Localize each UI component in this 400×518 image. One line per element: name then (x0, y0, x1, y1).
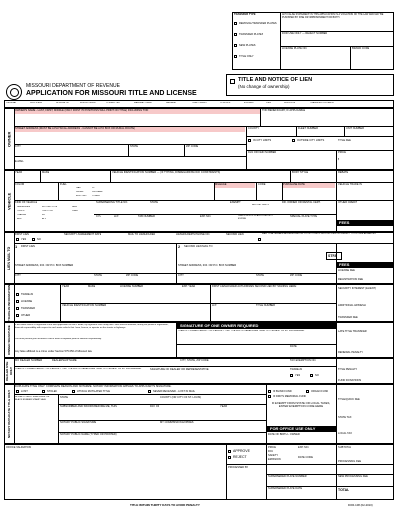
county-label: COUNTY (248, 127, 259, 130)
reason-mutilated-label: ATTACH MUTILATED TITLE (77, 390, 110, 393)
vehicle-year-label: YEAR (15, 171, 23, 174)
stfa-label: STFA (328, 254, 337, 258)
form-number: DOR-108 (02-2010) (348, 504, 373, 507)
zip-code-label: ZIP CODE (186, 145, 199, 148)
check-salvage[interactable]: SALVAGE (166, 102, 176, 104)
organ-fund-checkbox[interactable] (306, 390, 309, 393)
superseding-state-label: STATE (150, 201, 158, 204)
security-agreement-date-label: SECURITY AGREEMENT DATE (64, 233, 102, 236)
reason-never-received-label: NEVER RECEIVED - LOST IN MAIL (153, 390, 196, 393)
first-lien-state-label: STATE (94, 274, 102, 277)
vehicle-zone-label: EXEMPT (230, 201, 241, 204)
fund-donations-label: FUND DONATIONS (338, 379, 362, 382)
check-expired[interactable]: EXPIRED (244, 102, 254, 104)
kind-tricycle[interactable]: TRICYCLE (42, 210, 53, 212)
body-style-label: BODY STYLE (292, 171, 309, 174)
notary-name-label: NOTARY PUBLIC NAME (TYPED OR PRINTED) (60, 433, 117, 436)
fuel-electric[interactable]: ELECTRIC (76, 195, 87, 197)
new-plates-checkbox[interactable] (234, 44, 237, 47)
second-lien-label: SECOND LIEN (226, 233, 244, 236)
false-affidavit-text: Any false affidavit is a crime under Section 575.050 of Missouri law. (15, 350, 93, 353)
vehicle-fees-band: FEES (337, 220, 394, 226)
second-lien-zip-label: ZIP CODE (290, 274, 303, 277)
trade-other-checkbox[interactable] (16, 314, 19, 317)
removal-transfer-checkbox[interactable] (234, 22, 237, 25)
owner-signature-date-label: DATE (290, 345, 297, 348)
notary-commission-label: MY COMMISSION EXPIRES (160, 421, 194, 424)
in-city-limits-checkbox[interactable] (248, 139, 251, 142)
kind-trailer[interactable]: TRAILER (17, 214, 27, 216)
check-control[interactable]: CONTROL (220, 102, 231, 104)
check-modify[interactable]: MODIFY/ISSUE (80, 102, 96, 104)
unit-number-label: UNIT NUMBER (346, 127, 364, 130)
superseded-plate-date-label: SUPERSEDED PLATE DATE (268, 487, 303, 490)
trade-license-label: LICENSE (21, 300, 33, 303)
removal-transfer-label: REMOVAL/TRANSFER PLATES (239, 22, 277, 25)
fuel-label: FUEL (60, 183, 67, 186)
dealer-signature-label: SIGNATURE OF DEALER OR REPRESENTATIVE (150, 368, 209, 371)
dealership-name-label: DEALERSHIP NAME (52, 359, 77, 362)
false-statement-warning: ANY FALSE STATEMENT IN THIS APPLICATION IS A VIOLATION OF THE LAW AND MAY BE PUNISHED BY FINE OR IMPRISONMENT OR BOTH. (282, 13, 384, 19)
kind-bus[interactable]: BUS (17, 218, 22, 220)
beyond-limits-label[interactable]: BEYOND LIMITS (252, 204, 269, 206)
second-lien-mail-label: SECOND LIEN MAIL TO (184, 245, 213, 248)
registration-fee-label: REGISTRATION FEE (338, 278, 364, 281)
title-only-label: TITLE ONLY (239, 55, 254, 58)
exemption-code-text: IF EXEMPT FROM STATE OR LOCAL TAXES, ENTER EXEMPTION CODE HERE (271, 402, 331, 409)
first-lien-label: FIRST LIEN (15, 233, 29, 236)
check-survivor[interactable]: SURVIVOR (284, 102, 296, 104)
check-nonuse[interactable]: NONUSE OF (56, 102, 70, 104)
notary-county-label: COUNTY (OR CITY OF ST. LOUIS) (160, 396, 202, 399)
notary-year-label: YEAR (220, 405, 228, 408)
vehicle-side-label: VEHICLE (6, 192, 12, 210)
outside-city-limits-checkbox[interactable] (292, 139, 295, 142)
rebate-label: REBATE (338, 171, 349, 174)
first-lien-zip-label: ZIP CODE (126, 274, 139, 277)
trade-vin-label: VEHICLE IDENTIFICATION NUMBER (62, 304, 107, 307)
trade-license-number-label: LICENSE NUMBER (120, 285, 144, 288)
price-label: PRICE (338, 151, 346, 154)
notary-day-of-label: DAY OF (150, 405, 160, 408)
title-penalty-label: TITLE PENALTY (338, 368, 358, 371)
reason-lost-label: LOST (21, 390, 28, 393)
transfer-plates-label: TRANSFER PLATES (239, 33, 264, 36)
blind-fund-label: IF BLIND FUND (273, 390, 292, 393)
first-lien-street-label: STREET ADDRESS, R.R. OR P.O. BOX NUMBER (15, 264, 74, 267)
dealer-city-state-zip-label: CITY, STATE, ZIP CODE (180, 359, 209, 362)
second-lien-city-label: CITY (178, 274, 184, 277)
dealer-trade-no-checkbox[interactable] (310, 374, 313, 377)
owner-signature-side-label: OWNER SIGNATURE (7, 325, 11, 355)
vehicle-used[interactable]: USED (72, 210, 79, 212)
vin-label: VEHICLE IDENTIFICATION NUMBER — (IF TYPING, DISREGARD BLOCK CONSTRAINTS) (112, 171, 221, 174)
tax-exemption-label: TAX EXEMPTION NO. (290, 359, 317, 362)
mileage-label: MILEAGE (215, 183, 255, 188)
title-fee-label: TITLE FEE (338, 139, 351, 142)
trade-hp-label: H.P. (212, 304, 217, 307)
first-lien-number: 1 (15, 244, 18, 249)
in-city-limits-label: IN CITY LIMITS (253, 139, 272, 142)
dealer-certify-text: I CERTIFY UNDER PENALTY OF PERJURY THAT THE FACTS HEREIN ARE TRUE TO THE BEST OF MY KNOWLEDGE. (15, 368, 142, 370)
security-interest-label: SECURITY INTEREST (ELIENT) (338, 287, 377, 290)
trade-in-label: TRADE-IN (21, 293, 34, 296)
signature-required-band: SIGNATURE OF ONE OWNER REQUIRED (177, 323, 336, 329)
check-duplicate[interactable]: DUPLICATE (30, 102, 43, 104)
tod-beneficiary-label: TOD BENEFICIARY, IF APPLICABLE (262, 109, 306, 112)
reason-stolen-checkbox[interactable] (42, 390, 45, 393)
local-tax-label: LOCAL TAX (338, 432, 352, 435)
missouri-seal-icon (6, 84, 22, 100)
approve-label: APPROVE (233, 449, 250, 453)
fleet-number-label: FLEET NUMBER (298, 127, 318, 130)
check-corrected[interactable]: CORRECTED (106, 102, 120, 104)
title-quick-fee-label: TITLE/QUICK FEE (338, 398, 360, 401)
owner-names-label: OWNER'S NAME - LAST, FIRST, MIDDLE (ONLY FIRST 70 POSITIONS WILL PRINT ON TITLE) INCLUDING TOD (15, 109, 260, 114)
hp-label: H.P. (114, 215, 119, 218)
trade-year-label: YEAR (62, 285, 70, 288)
owner-dob-label: DATE OF BIRTH - OWNER (268, 433, 300, 436)
check-lien[interactable]: LIEN (266, 102, 271, 104)
lien-fees-band: FEES (337, 262, 394, 268)
fuel-lp[interactable]: LP (92, 187, 95, 189)
check-transfer-on-death[interactable]: TRANSFER ON DEATH (310, 102, 334, 104)
odometer-code-label: CODE (258, 183, 266, 186)
no-owner-label: DR. OWNER OR RENTAL CERT. (282, 201, 321, 204)
trade-exp-year-label: EXP. YEAR (182, 285, 196, 288)
owner-side-label: OWNER (6, 131, 12, 147)
exp-mo-label: EXP. MO. (200, 215, 212, 218)
city-label: CITY (15, 145, 21, 148)
cyl-label: CYL (96, 215, 102, 218)
owner-signature-field[interactable] (178, 346, 278, 354)
new-processing-fee-label: NEW PROCESSING FEE (338, 475, 368, 478)
trade-title-number-label: TITLE NUMBER (256, 304, 276, 307)
check-temp-permit[interactable]: TEMP PERMIT (192, 102, 207, 104)
kind-rv[interactable]: RV (42, 214, 45, 216)
kind-passenger[interactable]: PASSENGER (17, 206, 31, 208)
state-label: STATE (130, 145, 138, 148)
tab-number-label: TAB NUMBER (138, 215, 155, 218)
reject-checkbox[interactable] (228, 456, 231, 459)
first-lien-city-label: CITY (15, 274, 21, 277)
approve-checkbox[interactable] (228, 450, 231, 453)
fuel-propane[interactable]: PROPANE (92, 191, 103, 193)
state-tax-label: STATE TAX (338, 416, 352, 419)
trade-transfer-checkbox[interactable] (16, 307, 19, 310)
notice-of-lien-subtitle: (No change of ownership) (238, 84, 290, 89)
check-original[interactable]: ORIGINAL (6, 102, 17, 104)
dealer-number-label: MO DEALER NUMBER (15, 359, 43, 362)
processing-fee-label: PROCESSING FEE (338, 460, 362, 463)
kind-atv[interactable]: ATV (42, 218, 47, 220)
additional-hp-label: ADDITIONAL HP/DESH (338, 304, 366, 307)
transfer-type-header: TRANSFER TYPE (234, 13, 256, 16)
office-ffu-label: FFU (268, 450, 274, 453)
financial-responsibility-text: If the motor vehicle is registered at the time application for title is made, my signature shall certify that I have and will maintain, during the period of registration, financial responsibility with respect to each motor vehicle that I own, license, or operate on the streets or highways. (15, 324, 169, 329)
second-lien-street-label: STREET ADDRESS, R.R. OR P.O. BOX NUMBER (178, 264, 237, 267)
plate-not-expire-label: CHECK BOX IF PLATE DOES NOT EXPIRE (238, 215, 273, 220)
reject-label: REJECT (233, 455, 247, 459)
new-plates-label: NEW PLATES (239, 44, 256, 47)
notary-seal-label: NOTARY PUBLIC EMBOSSER OR BLACK RUBBER STAMP SEAL (15, 396, 50, 401)
processed-by-label: PROCESSED BY (228, 466, 249, 469)
title-only-checkbox[interactable] (234, 55, 237, 58)
vehicle-make-label: MAKE (42, 171, 50, 174)
check-manufactured[interactable]: MANUFACTURED (134, 102, 153, 104)
office-exp-mo-label: EXP. MO. (298, 446, 310, 449)
office-use-only-band: FOR OFFICE USE ONLY (266, 426, 336, 432)
license-fee-label: LICENSE FEE (338, 269, 355, 272)
kind-truck[interactable]: TRUCK (17, 210, 25, 212)
office-safety-label: SAFETY (268, 454, 279, 457)
special-plate-label: SPECIAL PLATE TYPE (290, 215, 318, 218)
subtotal-label: SUBTOTAL (338, 446, 352, 449)
brand-code-label: BRAND CODE (352, 47, 370, 50)
office-emission-label: EMISSION (268, 458, 281, 461)
reason-stolen-label: STOLEN (47, 390, 58, 393)
superseding-title-label: SUPERSEDING TITLE NO. (96, 201, 128, 204)
proof-of-insurance-text: You must present your insurance card or other acceptable proof of financial responsibility. (15, 338, 102, 340)
owner-certify-text: I CERTIFY UNDER PENALTY OF PERJURY THAT THE FACTS HEREIN ARE TRUE TO THE BEST OF MY KNOWLEDGE. (178, 330, 305, 332)
memorial-fund-checkbox[interactable] (268, 395, 271, 398)
dealer-trade-yes-checkbox[interactable] (290, 374, 293, 377)
dor-use-only: DOR USE ONLY — REJECT NUMBER (282, 32, 328, 35)
price-dollar: $ (338, 158, 340, 161)
notary-state-label: STATE (60, 396, 68, 399)
license-plate-label: LICENSE PLATE NO. (282, 47, 308, 50)
dealer-side-label: DEALER USE ONLY (5, 361, 13, 381)
fuel-diesel[interactable]: DIESEL (76, 191, 84, 193)
superseded-plate-number-label: SUPERSEDED PLATE NUMBER (268, 475, 307, 478)
first-lien-yes: YES (21, 238, 27, 241)
first-lien-no-checkbox[interactable] (32, 238, 35, 241)
mail-to-lienholder-label: MAIL TO LIENHOLDER (128, 233, 156, 236)
vehicle-trade-in-label: VEHICLE TRADE IN (338, 183, 362, 186)
subscribed-sworn-label: SUBSCRIBED AND SWORN BEFORE ME, THIS (60, 405, 117, 408)
email-label: E-MAIL (15, 160, 24, 163)
renewal-penalty-label: RENEWAL PENALTY (338, 351, 363, 354)
fuel-other[interactable]: OTHER (92, 195, 100, 197)
trade-in-checkbox[interactable] (16, 293, 19, 296)
reason-mutilated-checkbox[interactable] (72, 390, 75, 393)
form-title: APPLICATION FOR MISSOURI TITLE AND LICENSE (26, 90, 197, 97)
first-lien-yes-checkbox[interactable] (16, 238, 19, 241)
lien-side-label: LIEN MAIL TO (7, 246, 11, 270)
lienholder-phone-label: LIENHOLDER'S PHONE NO. (176, 233, 211, 236)
purchase-date-label: PURCHASE DATE (283, 183, 335, 188)
trade-in-side-label: TRADE-IN INFORMATION (7, 284, 11, 322)
office-validation-label: OFFICE VALIDATION (6, 446, 32, 449)
vehicle-new[interactable]: NEW (72, 206, 78, 208)
second-lien-number: 2 (178, 244, 181, 249)
notice-of-lien-title: TITLE AND NOTICE OF LIEN (238, 77, 313, 83)
dealer-trade-no: NO (315, 374, 319, 377)
first-lien-no: NO (37, 238, 41, 241)
first-lien-name-label: FIRST LIEN (21, 245, 35, 248)
notary-side-label: NOTARY DUPLICATE TITLE ONLY (7, 389, 11, 439)
office-price-label: PRICE (268, 446, 276, 449)
kind-of-vehicle-label: KIND OF VEHICLE (15, 201, 38, 204)
trade-make-label: MAKE (88, 285, 96, 288)
memorial-fund-label: IF DMV'S MEMORIAL FUND (273, 395, 307, 398)
trade-transfer-label: TRANSFER (21, 307, 35, 310)
mail-alternate-label: MAIL TO ALTERNATE ADDRESS BELOW. DO NOT USE IF SECOND LIEN OR SUBJECT TO FUTURE ADVANCES (262, 233, 376, 235)
duplicate-title-instructions: DUPLICATE TITLE ONLY: COMPLETE REASON AND NOTARIZE. NOTARY INFORMATION APPLIES TO APPLICANT'S SIGNATURE. (15, 385, 172, 388)
first-lienholder-authorizes-label: FIRST LIENHOLDER AUTHORIZES SECOND LIEN BY SIGNING HERE: (212, 285, 297, 288)
footer-thirty-days: TITLE WITHIN THIRTY DAYS TO AVOID PENALTY (130, 504, 200, 507)
dealer-trade-in-label: TRADE-IN (290, 368, 303, 371)
mail-alternate-checkbox[interactable] (258, 238, 261, 241)
dealer-trade-yes: YES (295, 374, 301, 377)
reason-lost-checkbox[interactable] (16, 390, 19, 393)
trade-other-label: OTHER (21, 314, 31, 317)
blind-fund-checkbox[interactable] (268, 390, 271, 393)
fuel-gas[interactable]: GAS (76, 187, 81, 189)
late-title-transfer-label: LATE TITLE TRANSFER (338, 330, 367, 333)
reason-never-received-checkbox[interactable] (148, 390, 151, 393)
total-label: TOTAL (338, 488, 350, 492)
transfer-fee-label: TRANSFER FEE (338, 316, 358, 319)
transfer-plates-checkbox[interactable] (234, 33, 237, 36)
color-label: COLOR (15, 183, 25, 186)
kind-motorcycle[interactable]: MOTORCYCLE (42, 206, 58, 208)
outside-city-limits-label: OUTSIDE CITY LIMITS (297, 139, 325, 142)
organ-fund-label: ORGAN FUND (311, 390, 329, 393)
other-credit-label: OTHER CREDIT (338, 201, 358, 204)
dln-label: DLN OR FEIN NUMBER (248, 151, 277, 154)
department-name: MISSOURI DEPARTMENT OF REVENUE (26, 83, 120, 89)
notice-of-lien-checkbox[interactable] (230, 79, 235, 84)
office-date-code-label: DATE CODE (298, 456, 313, 459)
street-address-label: STREET ADDRESS (MUST BE A PHYSICAL ADDRESS - CANNOT BE A PO BOX OR RURAL ROUTE) (15, 127, 245, 132)
second-lien-state-label: STATE (256, 274, 264, 277)
notary-signature-label: NOTARY PUBLIC SIGNATURE (60, 421, 97, 424)
trade-license-checkbox[interactable] (16, 300, 19, 303)
